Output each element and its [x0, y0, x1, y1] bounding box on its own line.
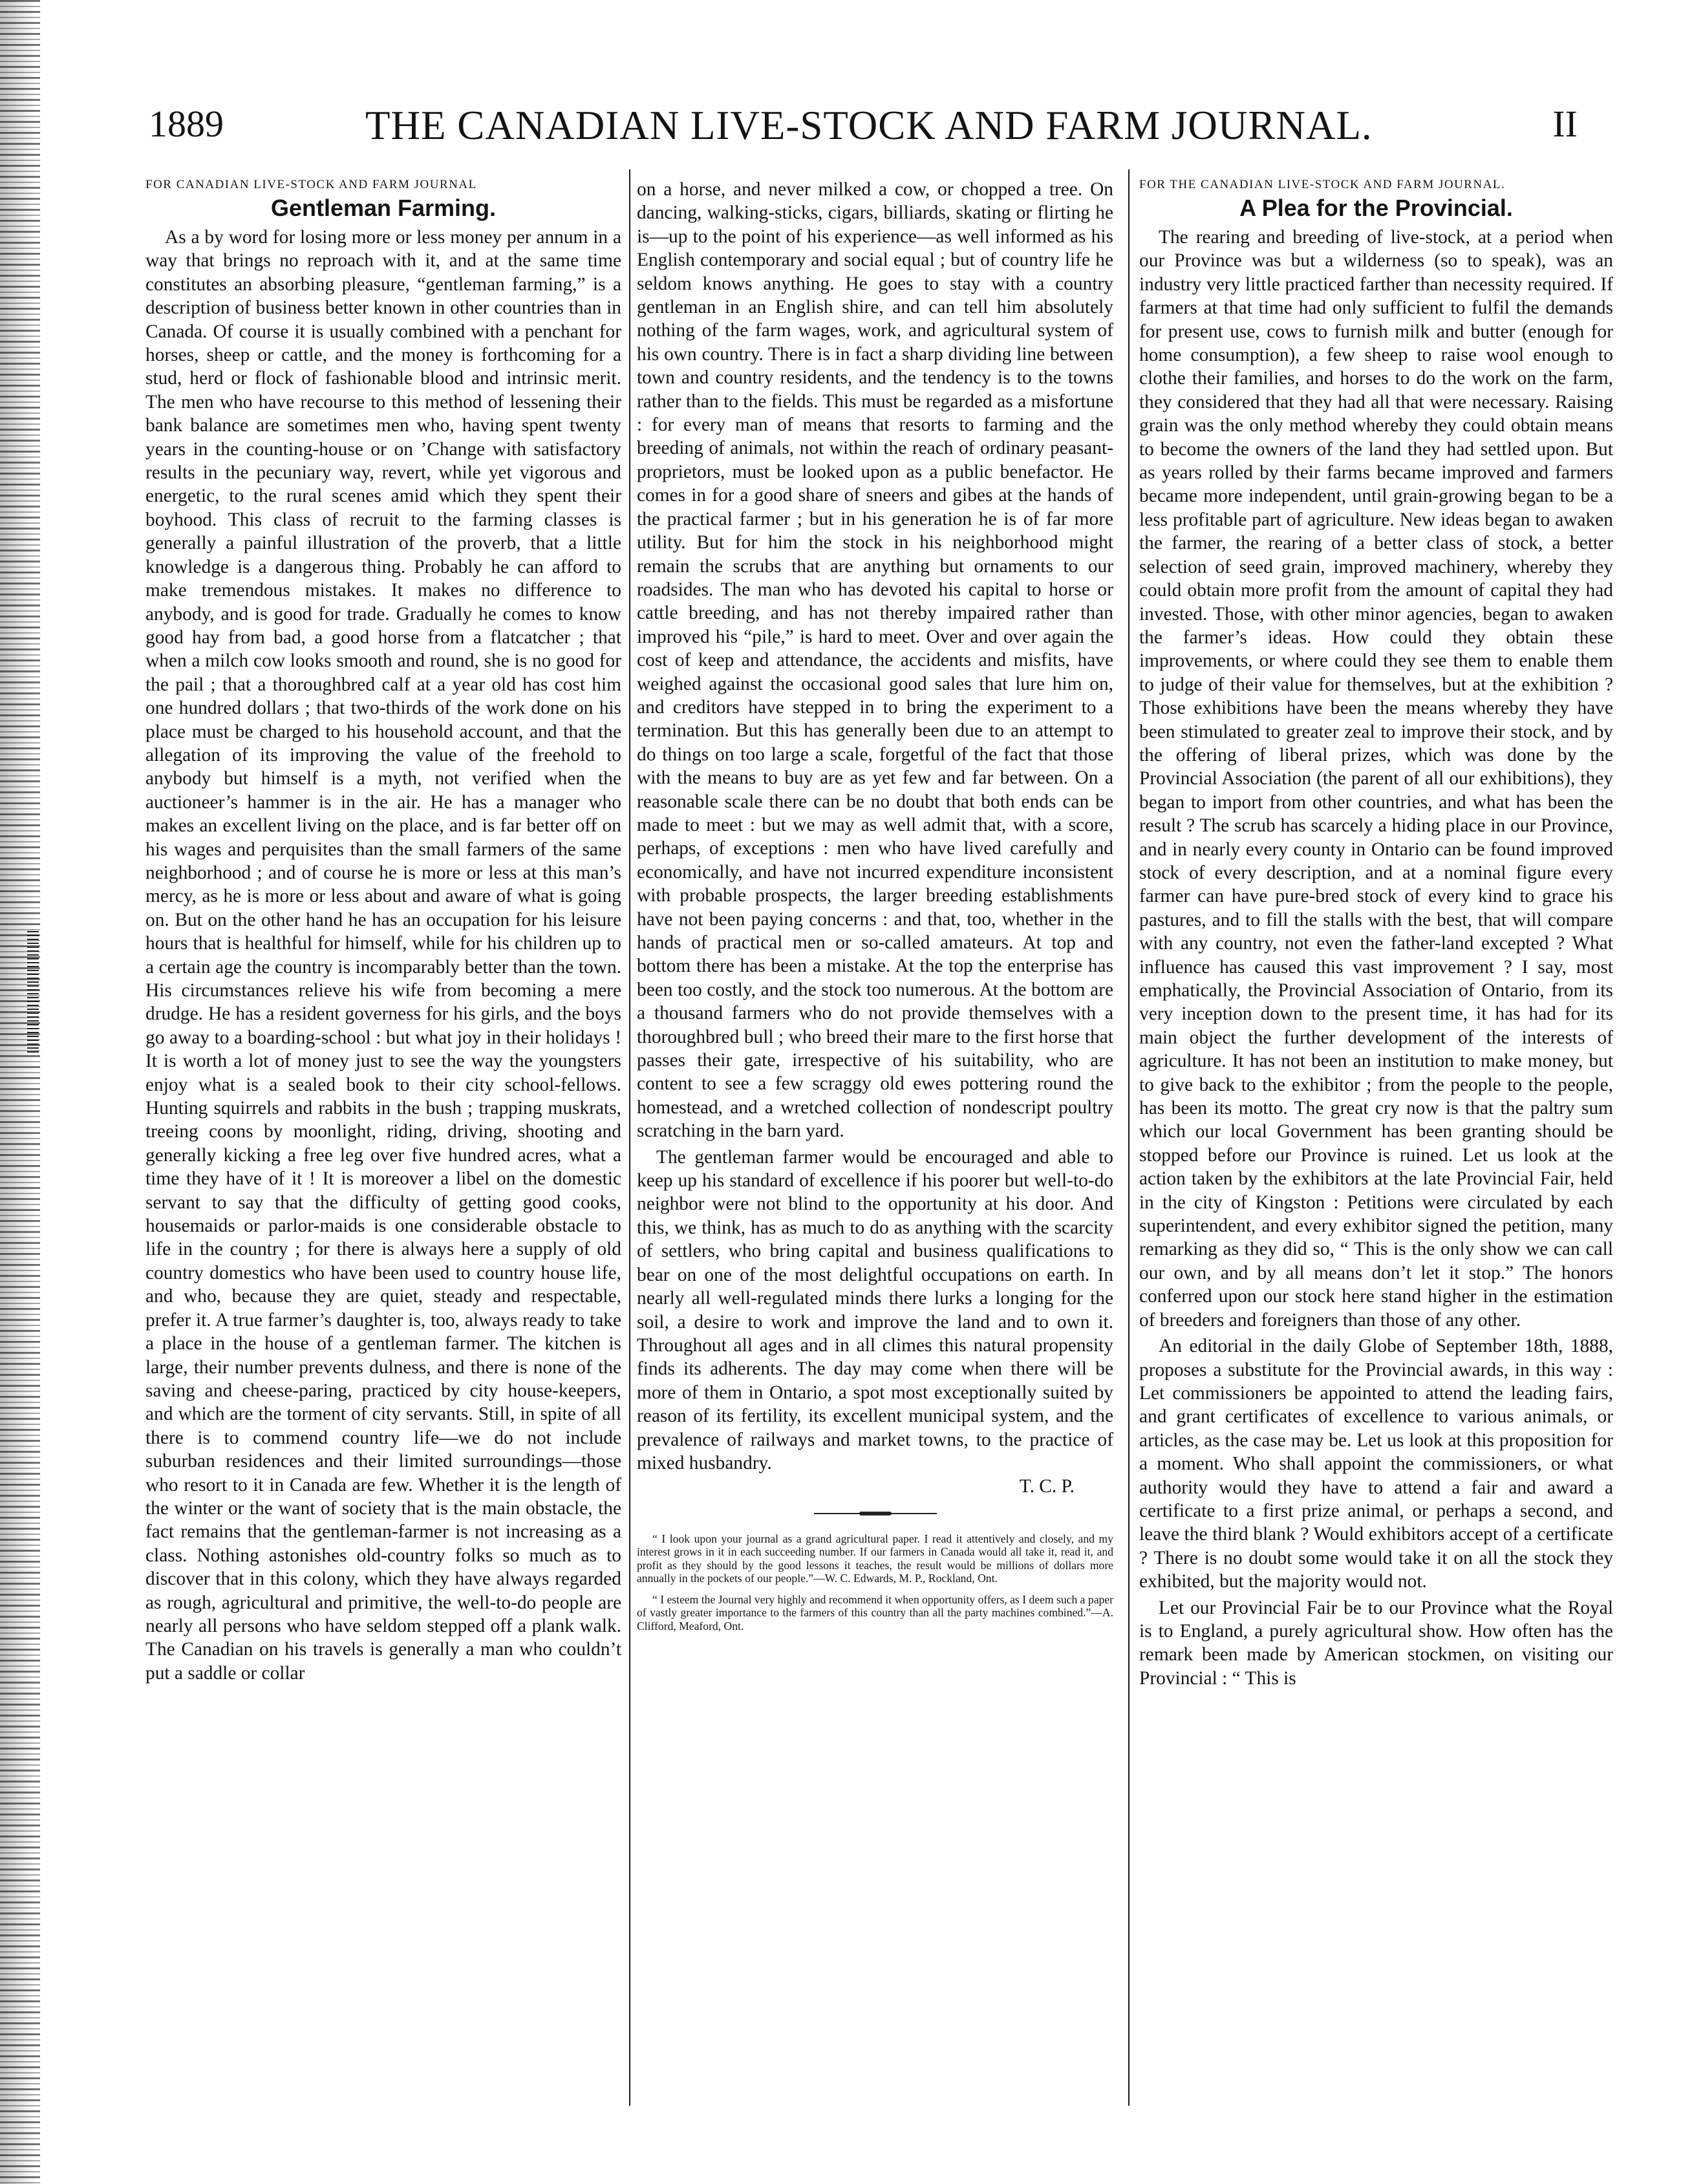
testimonial: “ I look upon your journal as a grand agricultural paper. I read it attentively and closely, and my interest grows in it in each succeeding number. If our farmers in Canada would all take it, read it, and profit as they should by the good lessons it teaches, the result would be millions of dollars more annually in the pockets of our people.”—W. C. Edwards, M. P., Rockland, Ont. — [637, 1532, 1113, 1585]
page-number: II — [1552, 103, 1578, 145]
article-byline: FOR THE CANADIAN LIVE-STOCK AND FARM JOURNAL. — [1139, 178, 1506, 191]
author-signature: T. C. P. — [1019, 1476, 1075, 1497]
section-divider — [814, 1512, 937, 1515]
article-paragraph: Let our Provincial Fair be to our Province what the Royal is to England, a purely agricultural show. How often has the remark been made by American stockmen, on visiting our Provincial : “ This is — [1139, 1597, 1613, 1689]
testimonial: “ I esteem the Journal very highly and recommend it when opportunity offers, as I deem such a paper of vastly greater importance to the farmers of this country than all the party machines combined.”—A. Clifford, Meaford, Ont. — [637, 1592, 1113, 1633]
issue-year: 1889 — [149, 103, 224, 145]
column-left — [145, 178, 621, 1685]
article-paragraph: The rearing and breeding of live-stock, at a period when our Province was but a wilderness (so to speak), was an industry very little practiced farther than necessity required. If farmers at that time had only sufficient to fulfil the demands for present use, cows to furnish milk and butter (enough for home consumption), a few sheep to raise wool enough to clothe their families, and horses to do the work on the farm, they considered that they had all that were necessary. Raising grain was the only method whereby they could obtain means to become the owners of the land they had settled upon. But as years rolled by their farms became improved and farmers became more independent, until grain-growing began to be a less profitable part of agriculture. New ideas began to awaken the farmer, the rearing of a better class of stock, a better selection of seed grain, improved machinery, whereby they could obtain more profit from the amount of capital they had invested. Those, with other minor agencies, began to awaken the farmer’s ideas. How could they obtain these improvements, or where could they see them to enable them to judge of their value for themselves, but at the exhibition ? Those exhibitions have been the means whereby they have been stimulated to greater zeal to improve their stock, and by the offering of liberal prizes, which was done by the Provincial Association (the parent of all our exhibitions), they began to import from other countries, and what has been the result ? The scrub has scarcely a hiding place in our Province, and in nearly every county in Ontario can be found improved stock of every description, and at a nominal figure every farmer can have pure-bred stock of every kind to grace his pastures, and to fill the stalls with the best, that will compare with any country, not even the father-land excepted ? What influence has caused this vast improvement ? I say, most emphatically, the Provincial Association of Ontario, from its very inception down to the present time, it has had for its main object the further development of the interests of agriculture. It has not been an institution to make money, but to give back to the exhibitor ; from the people to the people, has been its motto. The great cry now is that the paltry sum which our local Government has been granting should be stopped before our Province is ruined. Let us look at the action taken by the exhibitors at the late Provincial Fair, held in the city of Kingston : Petitions were circulated by each superintendent, and every exhibitor signed the petition, many remarking as they did so, “ This is the only show we can call our own, and by all means don’t let it stop.” The honors conferred upon our stock here stand higher in the estimation of breeders and foreigners than those of any other. — [1139, 227, 1613, 1331]
binding-mark — [27, 931, 39, 1054]
article-paragraph: As a by word for losing more or less money per annum in a way that brings no reproach with it, and at the same time constitutes an absorbing pleasure, “gentleman farming,” is a description of business better known in other countries than in Canada. Of course it is usually combined with a penchant for horses, sheep or cattle, and the money is forthcoming for a stud, herd or flock of fashionable blood and intrinsic merit. The men who have recourse to this method of lessening their bank balance are sometimes men who, having spent twenty years in the counting-house or on ’Change with satisfactory results in the pecuniary way, revert, while yet vigorous and energetic, to the rural scenes amid which they spent their boyhood. This class of recruit to the farming classes is generally a painful illustration of the proverb, that a little knowledge is a dangerous thing. Probably he can afford to make tremendous mistakes. It makes no difference to anybody, and is good for trade. Gradually he comes to know good hay from bad, a good horse from a flatcatcher ; that when a milch cow looks smooth and round, she is no good for the pail ; that a thoroughbred calf at a year old has cost him one hundred dollars ; that two-thirds of the work done on his place must be charged to his household account, and that the allegation of its improving the value of the freehold to anybody but himself is a myth, not verified when the auctioneer’s hammer is in the air. He has a manager who makes an excellent living on the place, and is far better off on his wages and perquisites than the small farmers of the same neighborhood ; and of course he is more or less at this man’s mercy, as he is more or less about and aware of what is going on. But on the other hand he has an occupation for his leisure hours that is healthful for himself, while for his children up to a certain age the country is incomparably better than the town. His circumstances relieve his wife from becoming a mere drudge. He has a resident governess for his girls, and the boys go away to a boarding-school : but what joy in their holidays ! It is worth a lot of money just to see the way the youngsters enjoy what is a sealed book to their city school-fellows. Hunting squirrels and rabbits in the bush ; trapping muskrats, treeing coons by moonlight, riding, driving, shooting and generally kicking a free leg over five hundred acres, what a time they have of it ! It is moreover a libel on the domestic servant to say that the difficulty of getting good cooks, housemaids or parlor-maids is one considerable obstacle to life in the country ; for there is always here a supply of old country domestics who have been used to country house life, and who, because they are quiet, steady and respectable, prefer it. A true farmer’s daughter is, too, always ready to take a place in the house of a gentleman farmer. The kitchen is large, their number prevents dulness, and there is none of the saving and cheese-paring, practiced by city house-keepers, and which are the torment of city servants. Still, in spite of all there is to commend country life—we do not include suburban residences and their limited surroundings—those who resort to it in Canada are few. Whether it is the length of the winter or the want of society that is the main obstacle, the fact remains that the gentleman-farmer is not increasing as a class. Nothing astonishes old-country folks so much as to discover that in this colony, which they have always regarded as rough, agricultural and primitive, the well-to-do people are nearly all persons who have seldom stepped off a plank walk. The Canadian on his travels is generally a man who couldn’t put a saddle or collar — [145, 227, 621, 1684]
column-rule — [1128, 169, 1130, 2106]
article-headline: A Plea for the Provincial. — [1239, 195, 1513, 221]
article-paragraph: An editorial in the daily Globe of September 18th, 1888, proposes a substitute for the Provincial awards, in this way : Let commissioners be appointed to attend the leading fairs, and grant certificates of excellence to various animals, or articles, as the case may be. Let us look at this proposition for a moment. Who shall appoint the commissioners, or what authority would they have to attend a fair and award a certificate to a first prize animal, or perhaps a second, and leave the third blank ? Would exhibitors accept of a certificate ? There is no doubt some would take it on all the stock they exhibited, but the majority would not. — [1139, 1336, 1613, 1592]
masthead — [149, 102, 1578, 154]
column-middle — [637, 178, 1113, 1640]
article-headline: Gentleman Farming. — [270, 195, 497, 221]
column-right — [1139, 178, 1613, 1690]
column-rule — [629, 169, 630, 2106]
journal-title: THE CANADIAN LIVE-STOCK AND FARM JOURNAL. — [365, 103, 1373, 148]
article-byline: FOR CANADIAN LIVE-STOCK AND FARM JOURNAL — [145, 178, 477, 191]
article-paragraph: on a horse, and never milked a cow, or chopped a tree. On dancing, walking-sticks, cigars, billiards, skating or flirting he is—up to the point of his experience—as well informed as his English contemporary and social equal ; but of country life he seldom knows anything. He goes to stay with a country gentleman in an English shire, and can tell him absolutely nothing of the farm wages, work, and agricultural system of his own country. There is in fact a sharp dividing line between town and country residents, and the tendency is to the towns rather than to the fields. This must be regarded as a misfortune : for every man of means that resorts to farming and the breeding of animals, not within the reach of ordinary peasant-proprietors, must be looked upon as a public benefactor. He comes in for a good share of sneers and gibes at the hands of the practical farmer ; but in his generation he is of far more utility. But for him the stock in his neighborhood might remain the scrubs that are anything but ornaments to our roadsides. The man who has devoted his capital to horse or cattle breeding, and has not thereby impaired rather than improved his “pile,” is hard to meet. Over and over again the cost of keep and attendance, the accidents and misfits, have weighed against the occasional good sales that lure him on, and creditors have stepped in to bring the experiment to a termination. But this has generally been due to an attempt to do things on too large a scale, forgetful of the fact that those with the means to buy are as yet few and far between. On a reasonable scale there can be no doubt that both ends can be made to meet : but we may as well admit that, with a score, perhaps, of exceptions : men who have lived carefully and economically, and have not incurred expenditure inconsistent with probable prospects, the larger breeding establishments have not been paying concerns : and that, too, whether in the hands of practical men or so-called amateurs. At top and bottom there has been a mistake. At the top the enterprise has been too costly, and the stock too numerous. At the bottom are a thousand farmers who do not provide themselves with a thoroughbred bull ; who breed their mare to the first horse that passes their gate, irrespective of his suitability, who are content to see a few scraggy old ewes pottering round the homestead, and a wretched collection of nondescript poultry scratching in the barn yard. — [637, 179, 1113, 1142]
article-paragraph — [637, 1146, 1113, 1499]
article-paragraph-text: The gentleman farmer would be encouraged and able to keep up his standard of excellence if his poorer but well-to-do neighbor were not blind to the opportunity at his door. And this, we think, has as much to do as anything with the scarcity of settlers, who bring capital and business qualifications to bear on one of the most delightful occupations on earth. In nearly all well-regulated minds there lurks a longing for the soil, a desire to work and improve the land and to own it. Throughout all ages and in all climes this natural propensity finds its adherents. The day may come when there will be more of them in Ontario, a spot most exceptionally suited by reason of its fertility, its excellent municipal system, and the prevalence of railways and market towns, to the practice of mixed husbandry. — [637, 1146, 1113, 1473]
binding-edge — [0, 0, 40, 2184]
